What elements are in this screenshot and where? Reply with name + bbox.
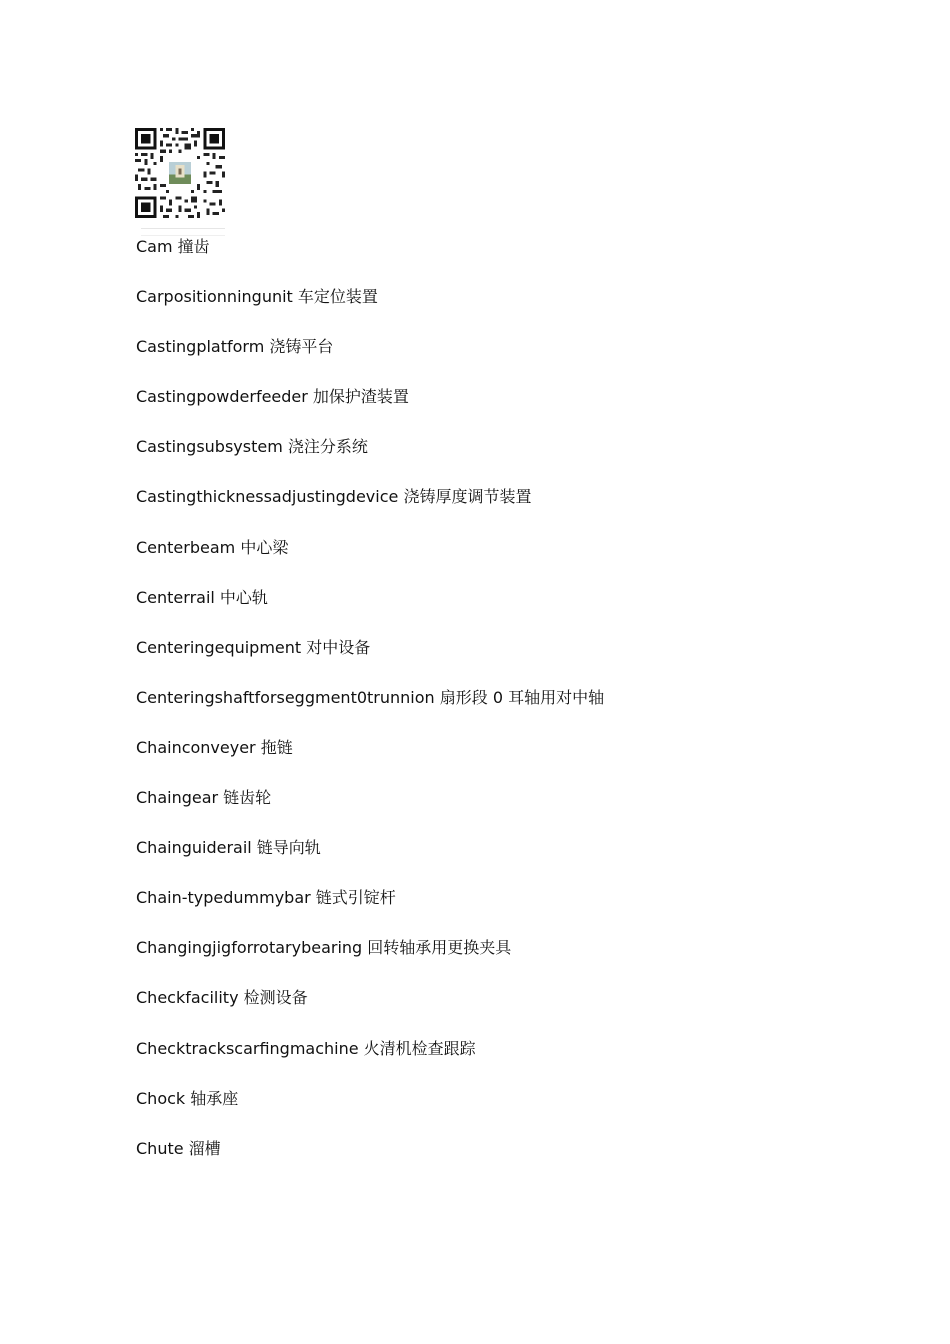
glossary-entry: Centerbeam 中心梁 bbox=[136, 537, 289, 557]
qr-code-block bbox=[135, 128, 225, 236]
glossary-entry: Centeringequipment 对中设备 bbox=[136, 637, 371, 657]
qr-caption-line bbox=[141, 228, 225, 236]
glossary-entry: Checktrackscarfingmachine 火清机检查跟踪 bbox=[136, 1038, 476, 1058]
glossary-entry: Chainconveyer 拖链 bbox=[136, 737, 293, 757]
glossary-entry: Checkfacility 检测设备 bbox=[136, 988, 308, 1008]
glossary-entry: Chute 溜槽 bbox=[136, 1138, 221, 1158]
glossary-entry: Chainguiderail 链导向轨 bbox=[136, 838, 321, 858]
glossary-entry: Chain-typedummybar 链式引锭杆 bbox=[136, 888, 396, 908]
glossary-entry: Carpositionningunit 车定位装置 bbox=[136, 287, 378, 307]
glossary-entry: Changingjigforrotarybearing 回转轴承用更换夹具 bbox=[136, 938, 512, 958]
glossary-entry: Castingpowderfeeder 加保护渣装置 bbox=[136, 387, 409, 407]
glossary-entry: Cam 撞齿 bbox=[136, 237, 210, 256]
glossary-entry: Castingsubsystem 浇注分系统 bbox=[136, 437, 368, 457]
glossary-list bbox=[136, 236, 606, 1188]
glossary-entry: Chock 轴承座 bbox=[136, 1088, 239, 1108]
glossary-entry: Castingthicknessadjustingdevice 浇铸厚度调节装置 bbox=[136, 487, 532, 507]
glossary-entry: Centerrail 中心轨 bbox=[136, 587, 268, 607]
glossary-entry: Castingplatform 浇铸平台 bbox=[136, 337, 334, 357]
glossary-entry: Chaingear 链齿轮 bbox=[136, 788, 272, 808]
glossary-entry: Centeringshaftforseggment0trunnion 扇形段 0 耳轴用对中轴 bbox=[136, 687, 605, 707]
qr-code-icon bbox=[135, 128, 225, 218]
